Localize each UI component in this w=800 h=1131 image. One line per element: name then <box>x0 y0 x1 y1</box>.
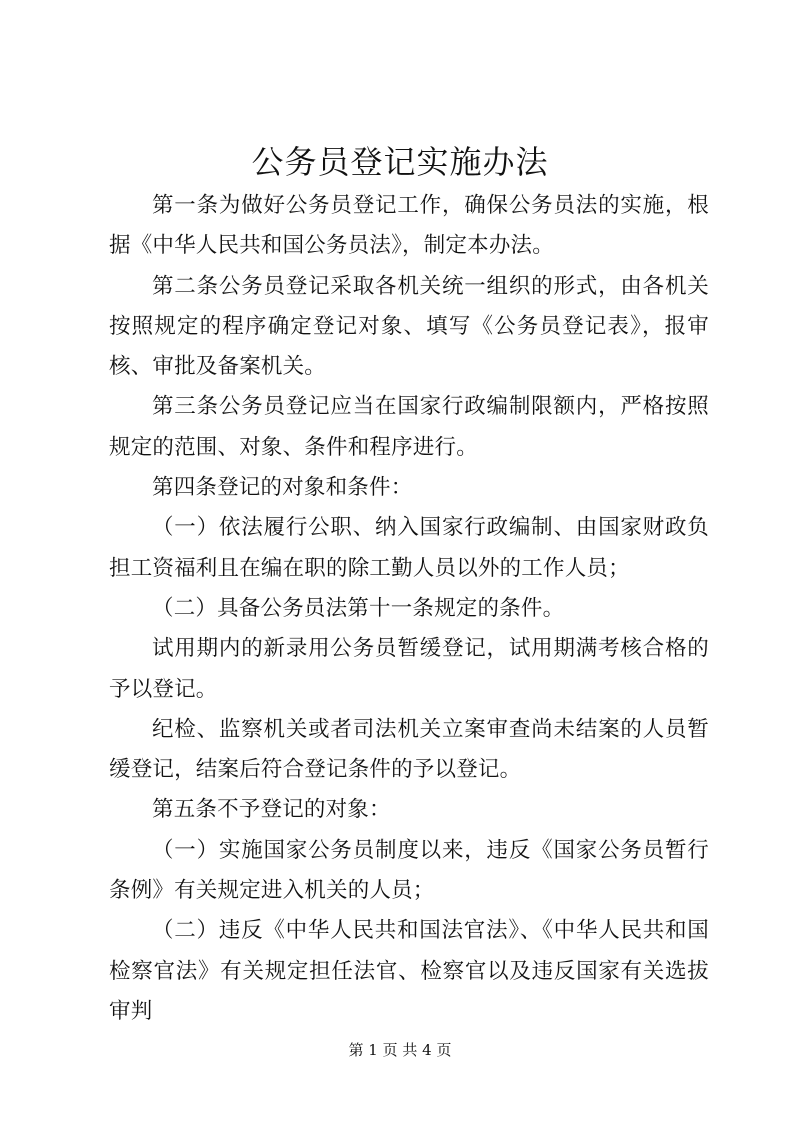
paragraph-article-4-item-1: （一）依法履行公职、纳入国家行政编制、由国家财政负担工资福利且在编在职的除工勤人员以外的工作人员； <box>109 515 709 581</box>
paragraph-article-5-item-1: （一）实施国家公务员制度以来，违反《国家公务员暂行条例》有关规定进入机关的人员； <box>109 837 709 904</box>
document-title: 公务员登记实施办法 <box>251 143 549 181</box>
document-body <box>109 186 709 1032</box>
paragraph-article-5-item-2: （二）违反《中华人民共和国法官法》、《中华人民共和国检察官法》有关规定担任法官、检察官以及违反国家有关选拔审判 <box>109 918 709 1024</box>
paragraph-probation: 试用期内的新录用公务员暂缓登记，试用期满考核合格的予以登记。 <box>109 636 709 702</box>
paragraph-article-4-item-2: （二）具备公务员法第十一条规定的条件。 <box>152 595 565 621</box>
page-number-footer: 第 1 页 共 4 页 <box>348 1041 452 1059</box>
paragraph-article-5: 第五条不予登记的对象： <box>152 797 391 823</box>
paragraph-article-1: 第一条为做好公务员登记工作，确保公务员法的实施，根据《中华人民共和国公务员法》，制定本办法。 <box>109 193 709 259</box>
paragraph-article-2: 第二条公务员登记采取各机关统一组织的形式，由各机关按照规定的程序确定登记对象、填写《公务员登记表》，报审核、审批及备案机关。 <box>109 273 709 380</box>
paragraph-article-4: 第四条登记的对象和条件： <box>152 475 413 501</box>
paragraph-article-3: 第三条公务员登记应当在国家行政编制限额内，严格按照规定的范围、对象、条件和程序进行。 <box>109 394 709 460</box>
paragraph-under-investigation: 纪检、监察机关或者司法机关立案审查尚未结案的人员暂缓登记，结案后符合登记条件的予以登记。 <box>109 716 709 783</box>
